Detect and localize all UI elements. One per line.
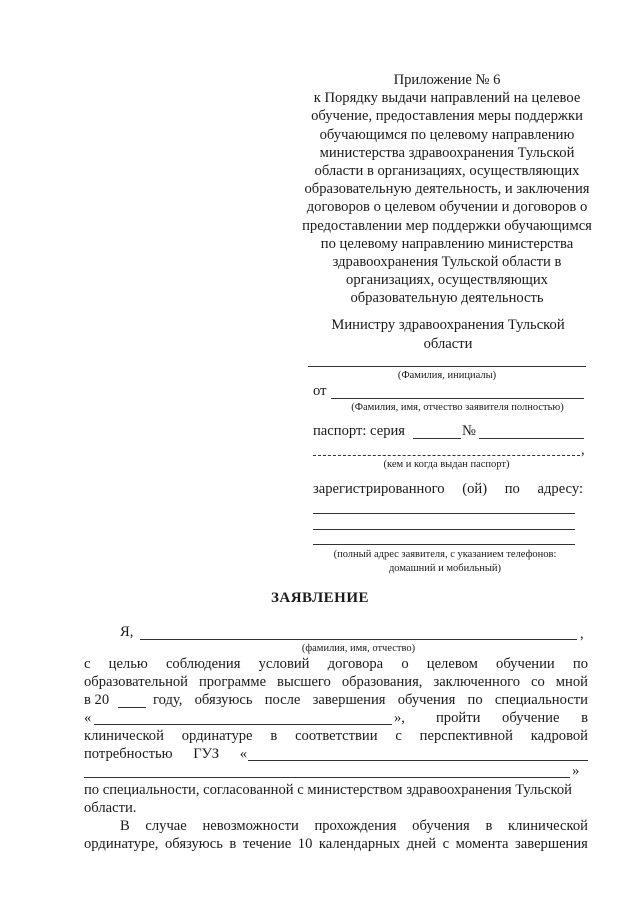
appendix-line: образовательную деятельность [350, 290, 544, 307]
word: В [120, 818, 130, 834]
word: специальности [494, 692, 588, 708]
word: прохождения [314, 818, 397, 834]
word: с [442, 836, 450, 852]
word: обучении [496, 656, 555, 672]
word: « [239, 746, 247, 762]
statement-line-2 [84, 674, 588, 691]
appendix-block [292, 71, 602, 308]
word: условий [258, 656, 310, 672]
appendix-line: Приложение № 6 [393, 72, 501, 88]
word: дней [406, 836, 437, 852]
statement-line-3 [153, 692, 588, 709]
word: программе [198, 674, 267, 690]
fio-field[interactable] [140, 639, 577, 640]
specialty-close-quote: », [394, 710, 405, 726]
word: клинической [508, 818, 588, 834]
addressee-block [300, 316, 596, 354]
word: обучения [397, 692, 456, 708]
caption-address-2: домашний и мобильный) [388, 563, 502, 574]
word: случае [145, 818, 187, 834]
word: завершения [515, 836, 588, 852]
passport-issued-field[interactable] [313, 455, 580, 456]
appendix-line: министерства здравоохранения Тульской [319, 144, 575, 161]
word: течение [242, 836, 292, 852]
passport-series-label: паспорт: серия [313, 423, 406, 439]
word: договора [327, 656, 384, 672]
appendix-line: к Порядку выдачи направлений на целевое [313, 90, 581, 107]
word: о [401, 656, 409, 672]
guz-close-quote: » [572, 763, 580, 779]
guz-field[interactable] [248, 760, 588, 761]
word: 10 [297, 836, 313, 852]
word: перспективной [419, 728, 513, 744]
comma: , [581, 442, 585, 458]
word: с [395, 728, 402, 744]
word: образовательной [84, 674, 188, 690]
word: заключенного [433, 674, 521, 690]
word: соответствии [295, 728, 378, 744]
word: в [270, 728, 278, 744]
applicant-name-field[interactable] [331, 398, 584, 399]
word: соблюдения [165, 656, 241, 672]
caption-name-initials: (Фамилия, инициалы) [397, 370, 497, 381]
word: со [531, 674, 545, 690]
statement-line-9: области. [84, 800, 137, 816]
appendix-line: организациях, осуществляющих [346, 272, 548, 289]
appendix-line: образовательную деятельность, и заключения [304, 181, 590, 198]
paragraph-2-line-2 [84, 836, 588, 853]
word: после [264, 692, 301, 708]
word: (ой) [462, 481, 488, 497]
year-prefix: в 20 [84, 692, 110, 708]
appendix-line: по целевому направлению министерства [320, 235, 574, 252]
word: клинической [84, 728, 164, 744]
word: завершения [312, 692, 386, 708]
statement-line-4 [436, 710, 588, 727]
word: обязуюсь [194, 692, 253, 708]
appendix-line: области в организациях, осуществляющих [314, 163, 580, 180]
passport-number-label: № [462, 423, 476, 439]
word: адресу: [537, 481, 583, 497]
from-label: от [313, 383, 327, 399]
word: в [229, 836, 237, 852]
address-line-1[interactable] [313, 513, 575, 514]
addressee-line-1: Министру здравоохранения Тульской [331, 317, 565, 333]
word: мной [555, 674, 588, 690]
guz-field-continued[interactable] [84, 777, 570, 778]
word: ординатуре, [84, 836, 159, 852]
caption-address-1: (полный адрес заявителя, с указанием телефонов: [333, 549, 557, 560]
word: ординатуре [181, 728, 253, 744]
appendix-line: здравоохранения Тульской области в [332, 254, 562, 271]
word: ГУЗ [193, 746, 220, 762]
caption-issued: (кем и когда выдан паспорт) [383, 459, 510, 470]
document-title: ЗАЯВЛЕНИЕ [270, 590, 370, 606]
word: с [84, 656, 91, 672]
addressee-line-2: области [423, 336, 473, 352]
statement-line-8: по специальности, согласованной с министерством здравоохранения Тульской [84, 782, 572, 798]
i-label: Я, [120, 624, 134, 640]
word: кадровой [530, 728, 588, 744]
statement-line-6 [84, 746, 247, 763]
word: году, [153, 692, 183, 708]
appendix-line: договоров о целевом обучении и договоров о [306, 199, 588, 216]
paragraph-2-line-1 [120, 818, 588, 835]
year-field[interactable] [118, 707, 146, 708]
word: по [572, 656, 588, 672]
name-initials-field[interactable] [308, 366, 586, 367]
passport-number-field[interactable] [479, 438, 584, 439]
passport-series-field[interactable] [413, 438, 461, 439]
word: момента [455, 836, 509, 852]
word: обучения [412, 818, 470, 834]
word: зарегистрированного [313, 481, 445, 497]
address-line-3[interactable] [313, 544, 575, 545]
statement-line-5 [84, 728, 588, 745]
word: невозможности [202, 818, 299, 834]
word: по [504, 481, 520, 497]
caption-fio: (фамилия, имя, отчество) [301, 643, 416, 654]
word: календарных [318, 836, 401, 852]
word: потребностью [84, 746, 173, 762]
word: в [485, 818, 493, 834]
word: высшего [277, 674, 331, 690]
word: целевом [426, 656, 478, 672]
word: обучение [502, 710, 560, 726]
appendix-line: обучающимся по целевому направлению [319, 126, 575, 143]
specialty-open-quote: « [84, 710, 92, 726]
statement-line-1 [84, 656, 588, 673]
address-line-2[interactable] [313, 529, 575, 530]
caption-applicant: (Фамилия, имя, отчество заявителя полностью) [351, 402, 564, 413]
registered-address-label [313, 481, 583, 498]
word: целью [108, 656, 148, 672]
word: в [581, 710, 588, 726]
specialty-field[interactable] [94, 724, 392, 725]
appendix-line: предоставлении мер поддержки обучающимся [302, 217, 592, 234]
word: образования, [341, 674, 423, 690]
word: пройти [436, 710, 481, 726]
appendix-line: обучение, предоставления меры поддержки [311, 108, 583, 125]
word: обязуюсь [164, 836, 223, 852]
word: по [467, 692, 483, 708]
comma: , [580, 626, 584, 642]
